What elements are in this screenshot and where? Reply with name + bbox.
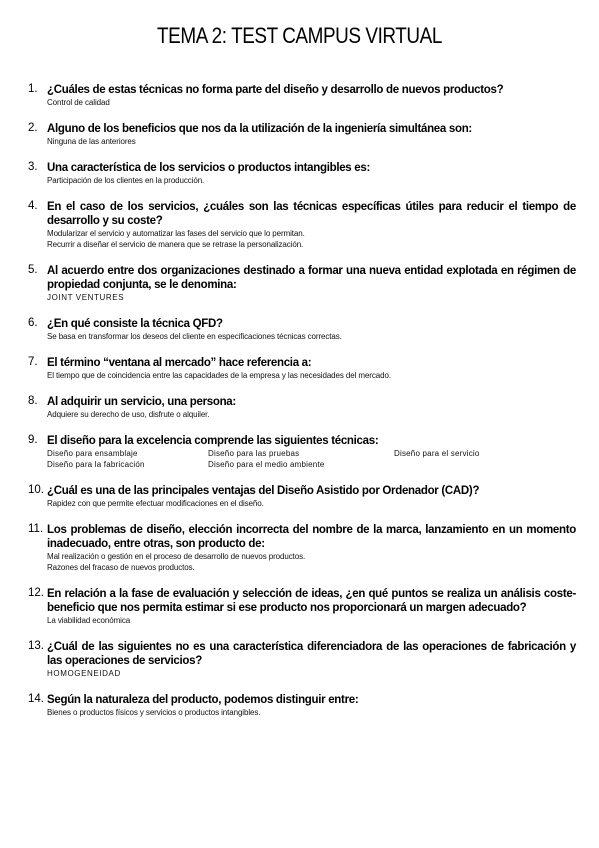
question-header <box>28 693 576 707</box>
question-list <box>28 83 576 718</box>
question-item <box>28 693 576 718</box>
question-number: 2. <box>28 122 38 134</box>
question-text: El término “ventana al mercado” hace referencia a: <box>47 357 312 369</box>
answer-text: Diseño para ensamblaje <box>47 449 138 458</box>
question-header <box>28 434 576 448</box>
question-text: ¿Cuál es una de las principales ventajas del Diseño Asistido por Ordenador (CAD)? <box>47 485 480 497</box>
question-number: 1. <box>28 83 38 95</box>
answer-text: Diseño para las pruebas <box>208 449 300 458</box>
question-item <box>28 587 576 626</box>
page-title: TEMA 2: TEST CAMPUS VIRTUAL <box>157 23 442 48</box>
question-text: Los problemas de diseño, elección incorrecta del nombre de la marca, lanzamiento en un momento inadecuado, entre otras, son producto de: <box>47 524 576 550</box>
question-header <box>28 200 576 228</box>
answer-text: Participación de los clientes en la producción. <box>47 176 205 185</box>
question-number: 4. <box>28 200 38 212</box>
question-header <box>28 587 576 615</box>
question-text: Alguno de los beneficios que nos da la utilización de la ingeniería simultánea son: <box>47 123 472 135</box>
question-header <box>28 395 576 409</box>
question-text: ¿En qué consiste la técnica QFD? <box>47 318 223 330</box>
answer-text: Mal realización o gestión en el proceso de desarrollo de nuevos productos. <box>47 552 306 561</box>
question-item <box>28 434 576 470</box>
answer-text: Diseño para el medio ambiente <box>208 460 325 469</box>
answer-text: El tiempo que de coincidencia entre las capacidades de la empresa y las necesidades del mercado. <box>47 371 391 380</box>
answer-text: Diseño para la fabricación <box>47 460 145 469</box>
answer-text: Razones del fracaso de nuevos productos. <box>47 563 195 572</box>
answer-text: JOINT VENTURES <box>47 293 125 302</box>
question-item <box>28 317 576 342</box>
question-text: En relación a la fase de evaluación y selección de ideas, ¿en qué puntos se realiza un análisis coste-beneficio que nos permita estimar si ese producto nos proporcionará un margen adecuado? <box>47 588 576 614</box>
question-item <box>28 161 576 186</box>
question-header <box>28 264 576 292</box>
question-number: 14. <box>28 693 44 705</box>
question-item <box>28 122 576 147</box>
question-header <box>28 640 576 668</box>
question-header <box>28 523 576 551</box>
question-number: 7. <box>28 356 38 368</box>
question-text: Una característica de los servicios o productos intangibles es: <box>47 162 371 174</box>
question-header <box>28 161 576 175</box>
question-item <box>28 356 576 381</box>
question-header <box>28 83 576 97</box>
answer-text: HOMOGENEIDAD <box>47 669 121 678</box>
question-header <box>28 356 576 370</box>
question-item <box>28 484 576 509</box>
question-text: ¿Cuál de las siguientes no es una característica diferenciadora de las operaciones de fabricación y las operaciones de servicios? <box>47 641 576 667</box>
answer-text: Ninguna de las anteriores <box>47 137 136 146</box>
question-text: Al acuerdo entre dos organizaciones destinado a formar una nueva entidad explotada en régimen de propiedad conjunta, se le denomina: <box>47 265 576 291</box>
question-text: ¿Cuáles de estas técnicas no forma parte del diseño y desarrollo de nuevos productos? <box>47 84 504 96</box>
answer-text: Se basa en transformar los deseos del cliente en especificaciones técnicas correctas. <box>47 332 342 341</box>
question-header <box>28 122 576 136</box>
answer-text: Adquiere su derecho de uso, disfrute o alquiler. <box>47 410 210 419</box>
answer-text: Rapidez con que permite efectuar modificaciones en el diseño. <box>47 499 264 508</box>
answer-text: Diseño para el servicio <box>394 449 480 458</box>
question-number: 12. <box>28 587 44 599</box>
question-item <box>28 523 576 573</box>
question-number: 6. <box>28 317 38 329</box>
question-text: Según la naturaleza del producto, podemos distinguir entre: <box>47 694 359 706</box>
answer-text: Recurrir a diseñar el servicio de manera que se retrase la personalización. <box>47 240 304 249</box>
answer-grid <box>47 448 576 470</box>
answer-text: Control de calidad <box>47 98 110 107</box>
question-header <box>28 484 576 498</box>
question-item <box>28 640 576 679</box>
question-number: 5. <box>28 264 38 276</box>
question-item <box>28 200 576 250</box>
question-item <box>28 83 576 108</box>
question-number: 8. <box>28 395 38 407</box>
question-text: En el caso de los servicios, ¿cuáles son las técnicas específicas útiles para reducir el tiempo de desarrollo y su coste? <box>47 201 576 227</box>
answer-text: Modularizar el servicio y automatizar las fases del servicio que lo permitan. <box>47 229 305 238</box>
answer-text: La viabilidad económica <box>47 616 131 625</box>
question-text: El diseño para la excelencia comprende las siguientes técnicas: <box>47 435 379 447</box>
question-number: 10. <box>28 484 44 496</box>
question-number: 3. <box>28 161 38 173</box>
answer-text: Bienes o productos físicos y servicios o productos intangibles. <box>47 708 261 717</box>
question-text: Al adquirir un servicio, una persona: <box>47 396 236 408</box>
question-number: 13. <box>28 640 44 652</box>
question-number: 9. <box>28 434 38 446</box>
question-item <box>28 395 576 420</box>
question-header <box>28 317 576 331</box>
question-item <box>28 264 576 303</box>
question-number: 11. <box>28 523 44 535</box>
